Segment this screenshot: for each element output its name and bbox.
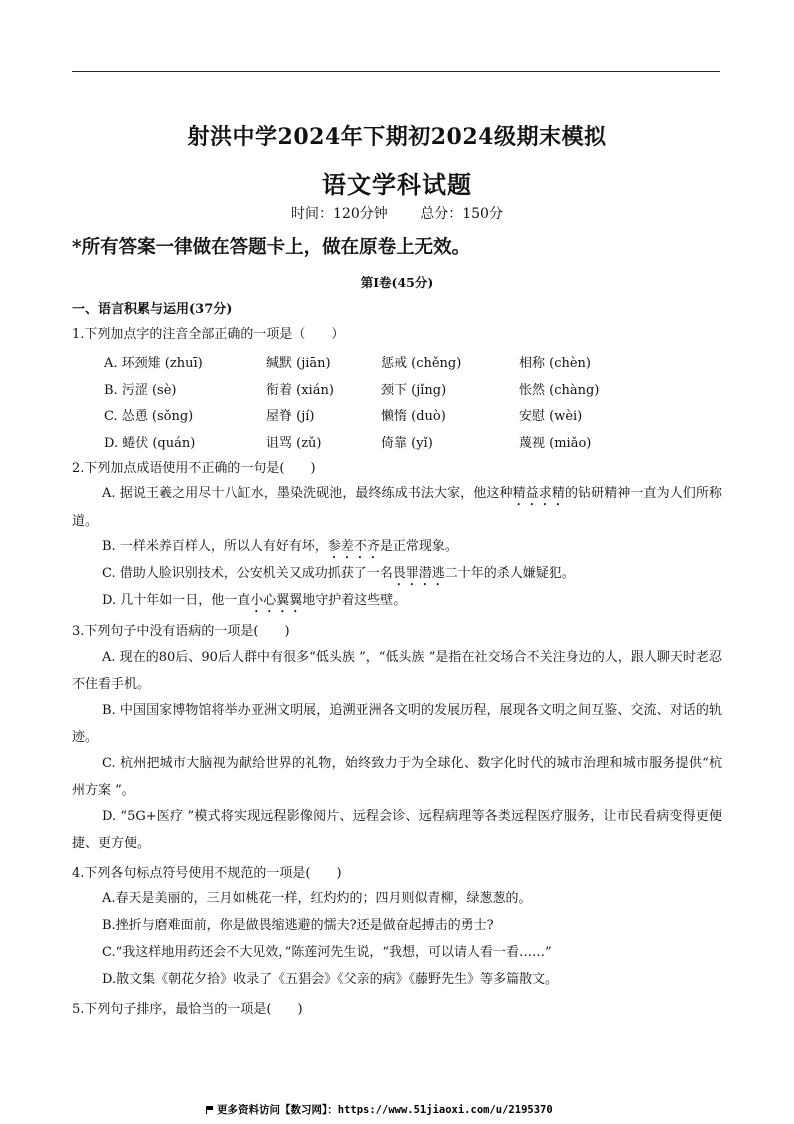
q3-option-b: B. 中国国家博物馆将举办亚洲文明展，追溯亚洲各文明的发展历程，展现各文明之间互鉴、交流、对话的轨迹。 [72,703,722,745]
q1-option-cell: 诅骂 (zǔ) [266,436,322,451]
footer-link[interactable] [206,1102,553,1117]
question-5-stem: 5.下列句子排序，最恰当的一项是( ) [72,1002,303,1017]
answer-notice: *所有答案一律做在答题卡上，做在原卷上无效。 [72,237,471,258]
q2-c-text-end: 二十年的杀人嫌疑犯。 [444,566,575,581]
exam-info [0,203,794,223]
q1-option-cell: A. 环颈雉 (zhuī) [104,356,203,371]
section-heading: 一、语言积累与运用(37分) [72,302,233,317]
q1-option-cell: 倚靠 (yǐ) [381,436,433,451]
q1-option-cell: 惩戒 (chěng) [381,356,462,371]
q1-option-cell: 衔着 (xián) [266,383,334,398]
q2-c-idiom: 畏罪潜逃 [392,566,445,581]
q1-option-cell: C. 怂恿 (sǒng) [104,409,194,424]
q3-option-d: D. “5G+医疗 ”模式将实现远程影像阅片、远程会诊、远程病理等各类远程医疗服务，让市民看病变得更便捷、更方便。 [72,809,722,851]
q4-option-d: D.散文集《朝花夕拾》收录了《五猖会》《父亲的病》《藤野先生》等多篇散文。 [102,972,559,987]
q1-option-cell: 怅然 (chàng) [519,383,600,398]
q2-option-d [72,588,722,616]
q2-d-idiom: 小心翼翼 [250,593,303,608]
q1-option-cell: 屋脊 (jí) [266,409,315,424]
header-rule [72,71,720,72]
q2-b-text-end: 是正常现象。 [379,539,458,554]
exam-subtitle: 语文学科试题 [322,170,472,199]
total-score: 总分：150分 [420,206,503,222]
q2-a-text-end: 的钻研精神一直为人们所称道。 [72,486,722,529]
q2-b-text: B. 一样米养百样人，所以人有好有坏， [102,539,328,554]
question-4-stem: 4.下列各句标点符号使用不规范的一项是( ) [72,866,342,881]
q2-d-text-end: 地守护着这些壁。 [302,593,407,608]
q4-option-c: C.“我这样地用药还会不大见效，”陈莲河先生说，“我想，可以请人看一看……” [102,945,552,960]
question-2-stem: 2.下列加点成语使用不正确的一句是( ) [72,461,316,476]
q2-b-idiom: 参差不齐 [327,539,380,554]
q4-option-a: A.春天是美丽的，三月如桃花一样，红灼灼的；四月则似青柳，绿葱葱的。 [102,891,532,906]
volume-heading: 第Ⅰ卷(45分) [360,275,434,290]
q2-option-c [72,561,722,589]
q2-c-text: C. 借助人脸识别技术，公安机关又成功抓获了一名 [102,566,393,581]
question-1-stem: 1.下列加点字的注音全部正确的一项是（ ） [72,327,345,342]
q2-d-text: D. 几十年如一日，他一直 [102,593,251,608]
q1-option-cell: 懒惰 (duò) [381,409,446,424]
q1-option-cell: 相称 (chèn) [519,356,591,371]
footer-text[interactable]: 更多资料访问【数习网】：https://www.51jiaoxi.com/u/2195370 [217,1104,553,1116]
q1-option-cell: 安慰 (wèi) [519,409,583,424]
q2-a-idiom: 精益求精 [512,486,565,501]
q1-option-cell: B. 污涩 (sè) [104,383,177,398]
question-3-stem: 3.下列句子中没有语病的一项是( ) [72,624,290,639]
q1-option-cell: D. 蜷伏 (quán) [104,436,196,451]
q2-option-a [72,481,722,536]
q1-option-cell: 蔑视 (miǎo) [519,436,592,451]
time-limit: 时间：120分钟 [291,206,388,222]
q2-a-text: A. 据说王羲之用尽十八缸水，墨染洗砚池，最终练成书法大家，他这种 [102,486,513,501]
flag-icon [206,1106,214,1114]
exam-title: 射洪中学2024年下期初2024级期末模拟 [187,124,607,150]
q1-option-cell: 缄默 (jiān) [266,356,331,371]
q2-option-b [72,534,722,562]
q1-option-cell: 颈下 (jǐng) [381,383,447,398]
q3-option-a: A. 现在的80后、90后人群中有很多“低头族 ”，“低头族 ”是指在社交场合不关注身边的人，跟人聊天时老忍不住看手机。 [72,650,722,692]
q4-option-b: B.挫折与磨难面前，你是做畏缩逃避的懦夫?还是做奋起搏击的勇士? [102,918,494,933]
q3-option-c: C. 杭州把城市大脑视为献给世界的礼物，始终致力于为全球化、数字化时代的城市治理和城市服务提供“杭州方案 ”。 [72,756,722,798]
